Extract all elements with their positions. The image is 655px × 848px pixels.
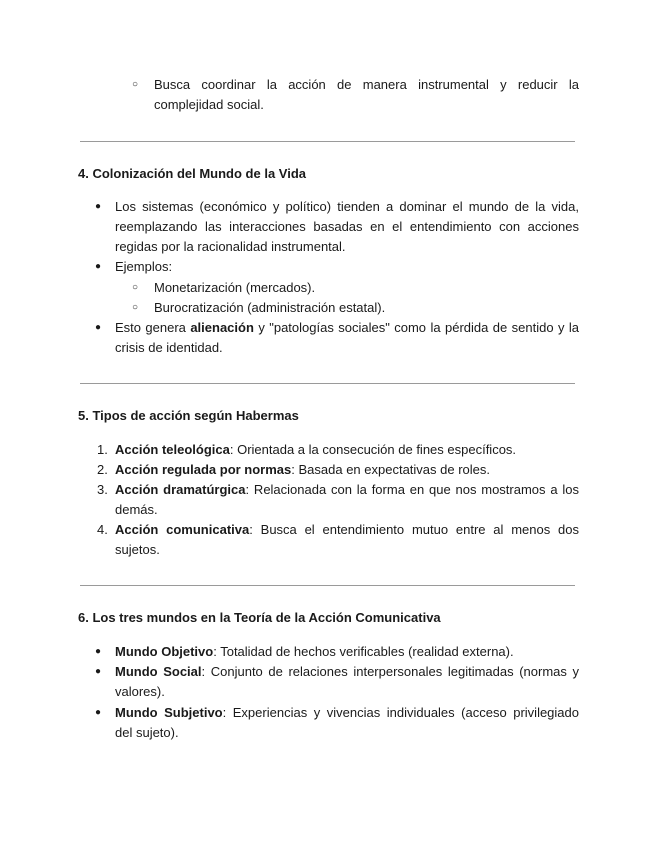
sub-bullet-text: Monetarización (mercados). [154, 280, 316, 295]
section-heading: 6. Los tres mundos en la Teoría de la Acción Comunicativa [78, 610, 441, 625]
bullet-icon: ● [95, 201, 102, 212]
hollow-bullet-icon: ○ [132, 302, 139, 313]
bullet-text [115, 318, 579, 358]
item-desc: : Relacionada con la forma en que nos mostramos a los demás. [115, 482, 579, 517]
divider [80, 585, 575, 586]
numbered-item [97, 460, 579, 480]
item-term: Acción regulada por normas [115, 462, 292, 477]
item-desc: : Experiencias y vivencias individuales (acceso privilegiado del sujeto). [115, 705, 579, 740]
item-text [115, 460, 579, 480]
item-desc: : Basada en expectativas de roles. [291, 462, 490, 477]
item-number: 1. [97, 442, 108, 457]
item-desc: : Conjunto de relaciones interpersonales legitimadas (normas y valores). [115, 664, 580, 699]
bullet-text [115, 662, 579, 702]
text-rest: y "patologías sociales" como la pérdida de sentido y la crisis de identidad. [115, 320, 580, 355]
bullet-icon: ● [95, 261, 102, 272]
numbered-item [97, 480, 579, 520]
item-text [115, 520, 579, 560]
item-term: Mundo Objetivo [115, 644, 214, 659]
bullet-text: Los sistemas (económico y político) tienden a dominar el mundo de la vida, reemplazando las interacciones basadas en el entendimiento con acciones regidas por la racionalidad instrumental. [115, 199, 579, 254]
list-item [95, 197, 579, 257]
numbered-item [97, 440, 579, 460]
list-item [132, 298, 579, 318]
list-item [95, 662, 580, 702]
bullet-icon: ● [95, 646, 102, 657]
bullet-icon: ● [95, 322, 102, 333]
section-heading: 4. Colonización del Mundo de la Vida [78, 166, 307, 181]
item-number: 3. [97, 482, 108, 497]
list-item [95, 703, 579, 743]
bullet-icon: ● [95, 707, 102, 718]
hollow-bullet-icon: ○ [132, 282, 139, 293]
item-term: Acción comunicativa [115, 522, 250, 537]
bullet-text [115, 642, 579, 662]
item-term: Acción teleológica [115, 442, 230, 457]
sub-bullet-text: Burocratización (administración estatal). [154, 300, 386, 315]
hollow-bullet-icon: ○ [132, 79, 139, 90]
item-text [115, 440, 579, 460]
divider [80, 383, 575, 384]
bullet-icon: ● [95, 666, 102, 677]
bullet-text [115, 703, 579, 743]
item-desc: : Busca el entendimiento mutuo entre al menos dos sujetos. [115, 522, 579, 557]
item-term: Mundo Subjetivo [115, 705, 223, 720]
list-item [132, 278, 579, 298]
item-text [115, 480, 579, 520]
list-item [132, 75, 579, 115]
divider [80, 141, 575, 142]
text-prefix: Esto genera [115, 320, 191, 335]
section-heading: 5. Tipos de acción según Habermas [78, 408, 299, 423]
bold-term: alienación [190, 320, 254, 335]
item-number: 2. [97, 462, 108, 477]
list-item [95, 642, 579, 662]
list-item [95, 257, 579, 277]
item-number: 4. [97, 522, 108, 537]
sub-bullet-text: Busca coordinar la acción de manera instrumental y reducir la complejidad social. [154, 77, 579, 112]
list-item [95, 318, 580, 358]
item-term: Mundo Social [115, 664, 202, 679]
item-term: Acción dramatúrgica [115, 482, 246, 497]
bullet-text: Ejemplos: [115, 259, 173, 274]
item-desc: : Orientada a la consecución de fines específicos. [229, 442, 517, 457]
numbered-item [97, 520, 579, 560]
item-desc: : Totalidad de hechos verificables (realidad externa). [213, 644, 514, 659]
